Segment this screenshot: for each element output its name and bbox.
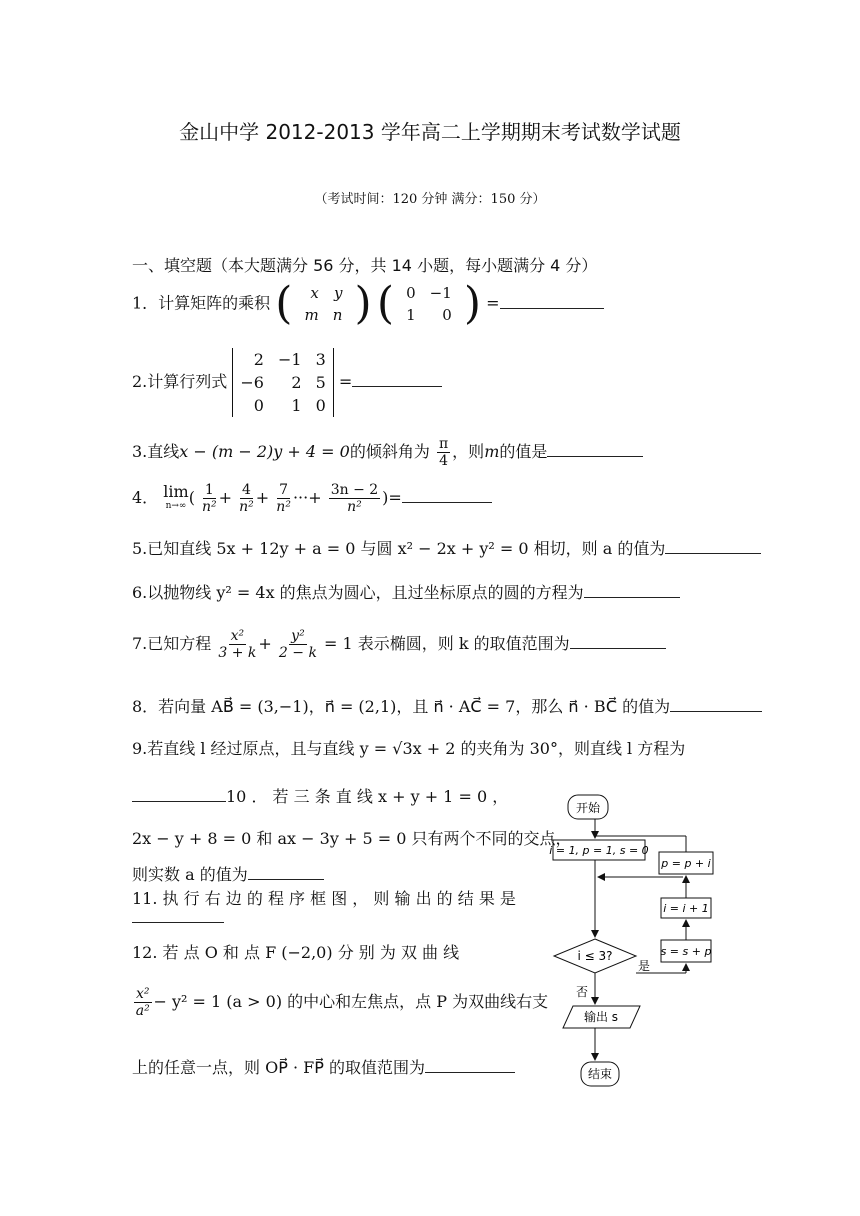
yes-label: 是 [638, 959, 651, 973]
determinant: 2 −1 3 −6 2 5 0 1 0 [240, 350, 326, 415]
answer-blank[interactable] [570, 634, 666, 649]
question-10: 10 ． 若 三 条 直 线 x + y + 1 = 0 ， [132, 784, 508, 807]
no-label: 否 [576, 985, 589, 999]
question-12: 12. 若 点 O 和 点 F (−2,0) 分 别 为 双 曲 线 [132, 943, 460, 962]
condition-label: i ≤ 3? [577, 949, 613, 963]
flowchart [548, 792, 728, 1092]
end-label: 结束 [587, 1067, 613, 1081]
question-8: 8．若向量 AB⃗ = (3,−1)，n⃗ = (2,1)，且 n⃗ · AC⃗ = 7，那么 n⃗ · BC⃗ 的值为 [132, 694, 762, 717]
answer-blank[interactable] [500, 294, 604, 309]
limit-operator: lim n→∞ [163, 481, 189, 511]
exam-info: （考试时间：120 分钟 满分：150 分） [314, 192, 546, 207]
q2-text: 2.计算行列式 [132, 372, 228, 391]
paren-right: ) [463, 278, 482, 329]
start-label: 开始 [575, 801, 601, 815]
answer-blank[interactable] [248, 865, 324, 880]
p-update-label: p = p + i [661, 857, 711, 870]
question-10-line2: 2x − y + 8 = 0 和 ax − 3y + 5 = 0 只有两个不同的交点， [132, 829, 572, 848]
question-2: 2.计算行列式 2 −1 3 −6 2 5 0 1 0 = [132, 348, 442, 417]
question-7: 7.已知方程 $\frac{\text{x²}}{3 + k}$ + $\frac{\text{y²}}{2 - k}$ = 1 表示椭圆，则 k 的取值范围为 [132, 628, 666, 661]
section-heading: 一、填空题（本大题满分 56 分，共 14 小题，每小题满分 4 分） [132, 256, 598, 275]
s-update-label: s = s + p [660, 945, 712, 958]
answer-blank[interactable] [425, 1058, 515, 1073]
question-1: 1．计算矩阵的乘积 ( x y m n ) ( 0 −1 1 0 ) = [132, 282, 604, 326]
answer-blank[interactable] [402, 488, 492, 503]
answer-blank[interactable] [547, 442, 643, 457]
answer-blank[interactable] [132, 787, 226, 802]
question-6: 6.以抛物线 y² = 4x 的焦点为圆心，且过坐标原点的圆的方程为 [132, 580, 680, 603]
question-11: 11. 执 行 右 边 的 程 序 框 图 ， 则 输 出 的 结 果 是 [132, 889, 516, 908]
matrix-a: x y m n [304, 284, 343, 324]
question-9: 9.若直线 l 经过原点，且与直线 y = √3x + 2 的夹角为 30°，则直线 l 方程为 [132, 739, 686, 758]
question-5: 5.已知直线 5x + 12y + a = 0 与圆 x² − 2x + y² = 0 相切，则 a 的值为 [132, 536, 761, 559]
matrix-b: 0 −1 1 0 [406, 284, 452, 324]
question-10-line3: 则实数 a 的值为 [132, 862, 324, 885]
paren-right: ) [354, 278, 372, 329]
question-4: 4． lim n→∞ ( $\frac{1}{\text{n²}}$ + $\frac{4}{\text{n²}}$ + $\frac{7}{\text{n²}}$ ···+ $\frac{3n - 2}{\text{n²}}$ )= [132, 482, 492, 515]
question-12-line2: $\frac{\text{x²}}{\text{a²}}$ − y² = 1 (a > 0) 的中心和左焦点，点 P 为双曲线右支 [135, 986, 549, 1019]
page-title: 金山中学 2012-2013 学年高二上学期期末考试数学试题 [179, 120, 681, 144]
output-label: 输出 s [583, 1010, 619, 1024]
answer-blank[interactable] [132, 922, 224, 923]
answer-blank[interactable] [584, 583, 680, 598]
answer-blank[interactable] [352, 372, 442, 387]
q1-text: 1．计算矩阵的乘积 [132, 293, 271, 313]
paren-left: ( [275, 278, 293, 329]
question-12-line3: 上的任意一点，则 OP⃗ · FP⃗ 的取值范围为 [132, 1055, 515, 1078]
i-update-label: i = i + 1 [663, 902, 709, 915]
answer-blank[interactable] [665, 539, 761, 554]
paren-left: ( [376, 278, 394, 329]
fraction: $\frac{\pi}{4}$ [438, 436, 449, 469]
answer-blank[interactable] [670, 697, 762, 712]
question-3: 3.直线x − (m − 2)y + 4 = 0的倾斜角为 $\frac{\pi}{4}$ ，则m的值是 [132, 436, 643, 469]
init-label: i = 1, p = 1, s = 0 [549, 844, 649, 857]
